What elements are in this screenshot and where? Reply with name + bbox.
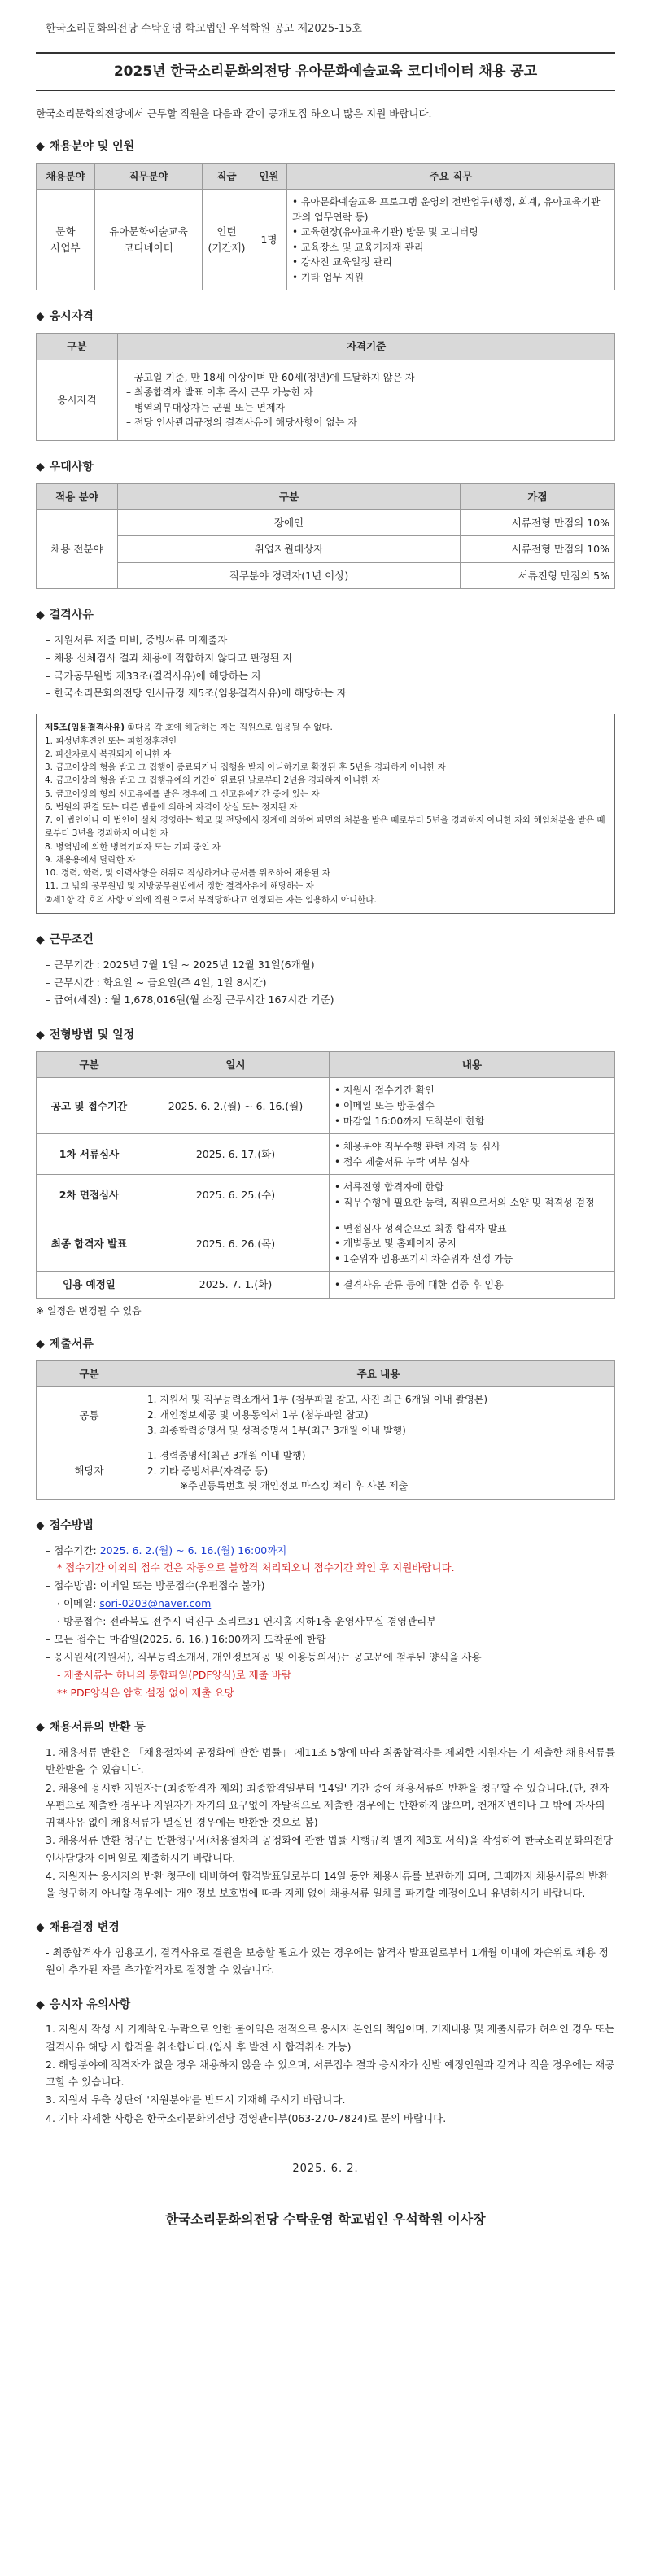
regulation-box [36,714,615,914]
list-item: – 접수기간: 2025. 6. 2.(월) ~ 6. 16.(월) 16:00까지 [46,1543,287,1557]
list-item: 1. 지원서 작성 시 기재착오·누락으로 인한 불이익은 전적으로 응시자 본인의 책임이며, 기재내용 및 제출서류가 허위인 경우 또는 결격사유 해당 시 합격을 취소합니다.(입사 후 발견 시 합격취소 가능) [46,2023,615,2053]
table-row [37,1387,615,1443]
documents-relevant-label: 해당자 [37,1443,142,1500]
table-header: 일시 [142,1052,330,1078]
regulation-intro: ①다음 각 호에 해당하는 자는 직원으로 임용될 수 없다. [127,723,333,733]
documents-relevant-items [142,1443,615,1500]
schedule-date: 2025. 6. 2.(월) ~ 6. 16.(월) [142,1078,330,1134]
table-header: 자격기준 [118,334,615,360]
schedule-date: 2025. 7. 1.(화) [142,1272,330,1298]
list-item: 5. 금고이상의 형의 선고유예를 받은 경우에 그 선고유예기간 중에 있는 자 [45,788,320,799]
recruit-job: 유아문화예술교육 코디네이터 [95,189,203,290]
list-item: • 결격사유 관류 등에 대한 검증 후 임용 [334,1278,504,1290]
table-row [37,1175,615,1216]
notes-list [36,2020,615,2127]
schedule-stage: 최종 합격자 발표 [37,1216,142,1272]
change-title: ◆ 채용결정 변경 [36,1919,615,1937]
list-item: 2. 채용에 응시한 지원자는(최종합격자 제외) 최종합격일부터 '14일' 기간 중에 채용서류의 반환을 청구할 수 있습니다.(단, 전자우편으로 제출한 경우나 지원자가 자기의 요구없이 자발적으로 제출한 경우에는 반환하지 않으며, 천재지변이나 그 밖에 자사의 귀책사유 없이 채용서류가 멸실된 경우에는 반환한 것으로 봄) [46,1781,609,1829]
list-item: 4. 금고이상의 형을 받고 그 집행유예의 기간이 완료된 날로부터 2년을 경과하지 아니한 자 [45,775,380,786]
documents-section [36,1336,615,1500]
change-section [36,1919,615,1978]
recruit-grade: 인턴 (기간제) [203,189,251,290]
preference-type: 취업지원대상자 [118,536,461,562]
schedule-content [330,1216,615,1272]
diamond-icon: ◆ [36,1338,45,1351]
recruit-section [36,138,615,291]
list-item: • 마감일 16:00까지 도착분에 한함 [334,1115,485,1127]
list-item: 7. 이 법인이나 이 법인이 설치 경영하는 학교 및 전당에서 징계에 의하여 파면의 처분을 받은 때로부터 5년을 경과하지 아니한 자와 해임처분을 받은 때로부터 3년을 경과하지 아니한 자 [45,815,605,839]
table-header: 직급 [203,163,251,189]
preference-field: 채용 전분야 [37,509,118,588]
table-row [37,536,615,562]
schedule-table [36,1051,615,1299]
list-item: • 채용분야 직무수행 관련 자격 등 심사 [334,1141,500,1153]
application-section [36,1517,615,1702]
notice-title: 2025년 한국소리문화의전당 유아문화예술교육 코디네이터 채용 공고 [36,52,615,91]
table-header: 채용분야 [37,163,95,189]
list-item: 9. 채용용에서 탈락한 자 [45,854,136,865]
schedule-content [330,1078,615,1134]
regulation-title: 제5조(임용결격사유) [45,723,125,733]
table-header: 구분 [37,1052,142,1078]
disqualification-list [36,631,615,703]
documents-common-label: 공통 [37,1387,142,1443]
list-item: – 병역의무대상자는 군필 또는 면제자 [126,401,286,413]
diamond-icon: ◆ [36,1518,45,1532]
table-row [37,189,615,290]
schedule-date: 2025. 6. 26.(목) [142,1216,330,1272]
list-item: 4. 지원자는 응시자의 반환 청구에 대비하여 합격발표일로부터 14일 동안 채용서류를 보관하게 되며, 그때까지 채용서류의 반환을 청구하지 아니할 경우에는 개인정보 보호법에 따라 지체 없이 채용서류 일체를 파기할 예정이오니 유념하시기 바랍니다. [46,1869,609,1900]
schedule-note: ※ 일정은 변경될 수 있음 [36,1304,142,1316]
email-link[interactable]: sori-0203@naver.com [99,1597,212,1610]
disqualification-section [36,607,615,914]
table-row [37,1443,615,1500]
application-period-warning: * 접수기간 이외의 접수 건은 자동으로 불합격 처리되오니 접수기간 확인 후 지원바랍니다. [57,1561,455,1574]
list-item: – 한국소리문화의전당 인사규정 제5조(임용결격사유)에 해당하는 자 [46,687,347,700]
table-header: 인원 [251,163,287,189]
diamond-icon: ◆ [36,609,45,622]
list-item: • 1순위자 임용포기시 차순위자 선정 가능 [334,1252,513,1264]
diamond-icon: ◆ [36,1921,45,1935]
schedule-section [36,1027,615,1318]
list-item: • 이메일 또는 방문접수 [334,1099,435,1111]
change-list [36,1944,615,1979]
list-item: • 직무수행에 필요한 능력, 직원으로서의 소양 및 적격성 검정 [334,1196,595,1208]
list-item: • 지원서 접수기간 확인 [334,1085,435,1097]
diamond-icon: ◆ [36,1721,45,1735]
diamond-icon: ◆ [36,460,45,474]
table-header: 구분 [118,483,461,509]
notes-section [36,1997,615,2127]
recruit-duties [287,189,615,290]
return-list [36,1744,615,1901]
conditions-list [36,956,615,1010]
disqualification-title: ◆ 결격사유 [36,607,615,625]
list-item: – 최종합격자 발표 이후 즉시 근무 가능한 자 [126,386,313,399]
table-row [37,1216,615,1272]
notice-number: 한국소리문화의전당 수탁운영 학교법인 우석학원 공고 제2025-15호 [46,23,362,35]
table-header: 내용 [330,1052,615,1078]
return-title: ◆ 채용서류의 반환 등 [36,1719,615,1737]
documents-title: ◆ 제출서류 [36,1336,615,1354]
list-item: 8. 병역법에 의한 병역기피자 또는 기피 중인 자 [45,841,221,852]
preference-type: 직무분야 경력자(1년 이상) [118,562,461,588]
documents-table [36,1360,615,1500]
diamond-icon: ◆ [36,1997,45,2011]
list-item: 3. 금고이상의 형을 받고 그 집행이 종료되거나 집행을 받지 아니하기로 확정된 후 5년을 경과하지 아니한 자 [45,762,446,773]
list-item: 2. 파산자로서 복권되지 아니한 자 [45,749,172,759]
schedule-stage: 임용 예정일 [37,1272,142,1298]
list-item: 3. 지원서 우측 상단에 '지원분야'를 반드시 기재해 주시기 바랍니다. [46,2094,346,2107]
list-item: – 접수방법: 이메일 또는 방문접수(우편접수 불가) [46,1579,265,1592]
list-item: ②제1항 각 호의 사항 이외에 직원으로서 부적당하다고 인정되는 자는 임용하지 아니한다. [45,894,377,905]
list-item: 3. 채용서류 반환 청구는 반환청구서(채용절차의 공정화에 관한 법률 시행규칙 별지 제3호 서식)을 작성하여 한국소리문화의전당 인사담당자 이메일로 제출하시기 바랍니다. [46,1834,614,1864]
list-item: 2. 해당분야에 적격자가 없을 경우 채용하지 않을 수 있으며, 서류접수 결과 응시자가 선발 예정인원과 같거나 적을 경우에는 재공고할 수 있습니다. [46,2058,615,2089]
list-item: – 응시원서(지원서), 직무능력소개서, 개인정보제공 및 이용동의서)는 공고문에 첨부된 양식을 사용 [46,1650,482,1663]
table-header: 가점 [461,483,615,509]
list-item: • 서류전형 합격자에 한함 [334,1181,444,1194]
list-item: – 국가공무원법 제33조(결격사유)에 해당하는 자 [46,669,262,682]
notice-signer: 한국소리문화의전당 수탁운영 학교법인 우석학원 이사장 [165,2211,486,2227]
application-title: ◆ 접수방법 [36,1517,615,1535]
application-period: 2025. 6. 2.(월) ~ 6. 16.(월) 16:00까지 [99,1543,287,1557]
list-item: – 지원서류 제출 미비, 증빙서류 미제출자 [46,633,228,646]
recruit-table [36,163,615,291]
diamond-icon: ◆ [36,310,45,324]
list-item: – 모든 접수는 마감일(2025. 6. 16.) 16:00까지 도착분에 한함 [46,1632,326,1645]
list-item: ※주민등록번호 뒷 개인정보 마스킹 처리 후 사본 제출 [180,1480,409,1492]
table-header: 구분 [37,334,118,360]
schedule-stage: 공고 및 접수기간 [37,1078,142,1134]
list-item: 3. 최종학력증명서 및 성적증명서 1부(최근 3개월 이내 발행) [147,1424,406,1436]
table-row [37,562,615,588]
recruit-count: 1명 [251,189,287,290]
schedule-date: 2025. 6. 25.(수) [142,1175,330,1216]
list-item: 2. 개인정보제공 및 이용동의서 1부 (첨부파일 참고) [147,1408,369,1421]
list-item: · 이메일: sori-0203@naver.com [57,1597,212,1610]
conditions-title: ◆ 근무조건 [36,932,615,950]
notice-intro: 한국소리문화의전당에서 근무할 직원을 다음과 같이 공개모집 하오니 많은 지원 바랍니다. [36,107,432,120]
list-item: 2. 기타 증빙서류(자격증 등) [147,1465,269,1477]
qualification-table [36,333,615,441]
list-item: · 방문접수: 전라북도 전주시 덕진구 소리로31 연지홀 지하1층 운영사무실 경영관리부 [57,1615,437,1628]
list-item: 1. 피성년후견인 또는 피한정후견인 [45,736,177,746]
list-item: • 접수 제출서류 누락 여부 심사 [334,1155,470,1168]
schedule-content [330,1134,615,1175]
list-item: 10. 경력, 학력, 및 이력사항을 허위로 작성하거나 문서를 위조하여 채용된 자 [45,868,330,879]
list-item: 1. 경력증명서(최근 3개월 이내 발행) [147,1450,306,1462]
list-item: 6. 법원의 판결 또는 다른 법률에 의하여 자격이 상실 또는 정지된 자 [45,801,298,812]
list-item: • 강사진 교육일정 관리 [292,256,392,269]
list-item: • 기타 업무 지원 [292,271,365,283]
schedule-title: ◆ 전형방법 및 일정 [36,1027,615,1045]
table-header: 주요 직무 [287,163,615,189]
notice-date: 2025. 6. 2. [292,2162,359,2175]
preference-point: 서류전형 만점의 10% [461,536,615,562]
schedule-content [330,1175,615,1216]
list-item: • 교육장소 및 교육기자재 관리 [292,241,424,253]
qualification-items [118,360,615,440]
table-row [37,509,615,535]
schedule-date: 2025. 6. 17.(화) [142,1134,330,1175]
list-item: - 최종합격자가 임용포기, 결격사유로 결원을 보충할 필요가 있는 경우에는 합격자 발표일로부터 1개월 이내에 차순위로 채용 정원이 추가된 자를 추가합격자로 결정할 수 있습니다. [46,1946,609,1976]
diamond-icon: ◆ [36,933,45,947]
qualification-section [36,308,615,440]
list-item: – 근무기간 : 2025년 7월 1일 ~ 2025년 12월 31일(6개월) [46,958,315,971]
table-header: 적용 분야 [37,483,118,509]
application-warning: - 제출서류는 하나의 통합파일(PDF양식)로 제출 바람 [57,1668,291,1681]
preference-section [36,459,615,589]
list-item: • 면접심사 성적순으로 최종 합격자 발표 [334,1222,507,1234]
table-header: 직무분야 [95,163,203,189]
recruit-field: 문화 사업부 [37,189,95,290]
application-list [36,1542,615,1702]
application-pdf-warning: ** PDF양식은 암호 설정 없이 제출 요망 [57,1686,234,1699]
preference-point: 서류전형 만점의 5% [461,562,615,588]
recruit-title: ◆ 채용분야 및 인원 [36,138,615,156]
list-item: 1. 지원서 및 직무능력소개서 1부 (첨부파일 참고, 사진 최근 6개월 이내 촬영본) [147,1394,488,1406]
table-header: 주요 내용 [142,1360,615,1386]
table-row [37,360,615,440]
preference-table [36,483,615,590]
qualification-title: ◆ 응시자격 [36,308,615,326]
list-item: – 공고일 기준, 만 18세 이상이며 만 60세(정년)에 도달하지 않은 자 [126,371,415,383]
table-header: 구분 [37,1360,142,1386]
preference-title: ◆ 우대사항 [36,459,615,477]
conditions-section [36,932,615,1009]
list-item: • 교육현장(유아교육기관) 방문 및 모니터링 [292,226,478,238]
schedule-stage: 1차 서류심사 [37,1134,142,1175]
schedule-content [330,1272,615,1298]
table-row [37,1272,615,1298]
list-item: 4. 기타 자세한 사항은 한국소리문화의전당 경영관리부(063-270-7824)로 문의 바랍니다. [46,2111,447,2124]
list-item: 11. 그 밖의 공무원법 및 지방공무원법에서 정한 결격사유에 해당하는 자 [45,881,314,892]
list-item: • 개별통보 및 홈페이지 공지 [334,1238,457,1250]
schedule-stage: 2차 면접심사 [37,1175,142,1216]
list-item: – 채용 신체검사 결과 채용에 적합하지 않다고 판정된 자 [46,651,293,664]
return-section [36,1719,615,1901]
list-item: – 급여(세전) : 월 1,678,016원(월 소정 근무시간 167시간 기준) [46,993,334,1006]
diamond-icon: ◆ [36,139,45,153]
table-row [37,1078,615,1134]
list-item: – 근무시간 : 화요일 ~ 금요일(주 4일, 1일 8시간) [46,976,267,989]
list-item: – 전당 인사관리규정의 결격사유에 해당사항이 없는 자 [126,417,357,429]
preference-point: 서류전형 만점의 10% [461,509,615,535]
documents-common-items [142,1387,615,1443]
notes-title: ◆ 응시자 유의사항 [36,1997,615,2015]
preference-type: 장애인 [118,509,461,535]
qualification-label: 응시자격 [37,360,118,440]
list-item: 1. 채용서류 반환은 「채용절차의 공정화에 관한 법률」 제11조 5항에 따라 최종합격자를 제외한 지원자는 기 제출한 채용서류를 반환받을 수 있습니다. [46,1746,615,1776]
diamond-icon: ◆ [36,1028,45,1042]
list-item: • 유아문화예술교육 프로그램 운영의 전반업무(행정, 회계, 유아교육기관과의 업무연락 등) [292,195,601,223]
table-row [37,1134,615,1175]
